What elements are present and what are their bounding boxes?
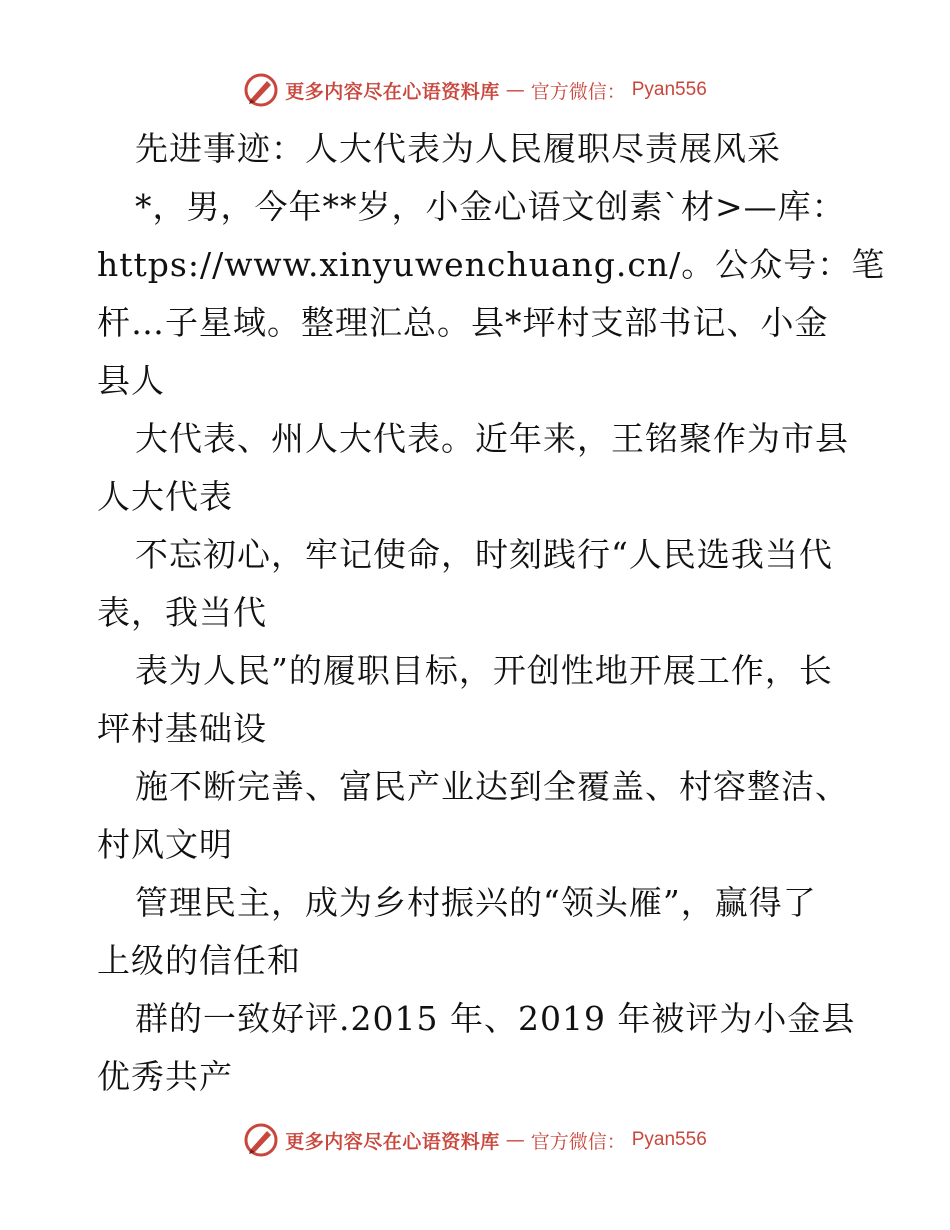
footer-banner-wechat-label: 官方微信： <box>530 1130 626 1153</box>
header-banner <box>0 70 950 110</box>
text-line: 杆…子星域。整理汇总。县*坪村支部书记、小金 <box>97 303 829 342</box>
text-line: 表，我当代 <box>97 593 267 632</box>
footer-banner-text: 更多内容尽在心语资料库 <box>285 1130 500 1153</box>
text-line: 人大代表 <box>97 477 233 516</box>
text-line: 优秀共产 <box>97 1057 233 1096</box>
text-line: 村风文明 <box>97 825 233 864</box>
text-line: 上级的信任和 <box>97 941 301 980</box>
header-banner-wechat-label: 官方微信： <box>530 80 626 103</box>
pen-logo-icon <box>243 72 279 108</box>
text-line: 施不断完善、富民产业达到全覆盖、村容整洁、 <box>135 767 849 806</box>
footer-banner <box>0 1120 950 1160</box>
document-title: 先进事迹：人大代表为人民履职尽责展风采 <box>135 129 781 168</box>
text-line: https://www.xinyuwenchuang.cn/。公众号：笔 <box>97 245 886 284</box>
text-line: 不忘初心，牢记使命，时刻践行“人民选我当代 <box>135 535 833 574</box>
text-line: 群的一致好评.2015 年、2019 年被评为小金县 <box>135 999 856 1038</box>
text-line: *，男，今年**岁，小金心语文创素`材>—库： <box>135 187 846 226</box>
header-banner-wechat-id: Pyan556 <box>631 79 707 100</box>
text-line: 县人 <box>97 361 165 400</box>
footer-banner-dash: — <box>505 1129 525 1151</box>
text-line: 大代表、州人大代表。近年来，王铭聚作为市县 <box>135 419 849 458</box>
document-body <box>97 120 886 1106</box>
footer-banner-wechat-id: Pyan556 <box>631 1129 707 1150</box>
header-banner-dash: — <box>505 79 525 101</box>
text-line: 表为人民”的履职目标，开创性地开展工作，长 <box>135 651 833 690</box>
pen-logo-icon <box>243 1122 279 1158</box>
text-line: 坪村基础设 <box>97 709 267 748</box>
text-line: 管理民主，成为乡村振兴的“领头雁”，赢得了 <box>135 883 817 922</box>
header-banner-text: 更多内容尽在心语资料库 <box>285 80 500 103</box>
